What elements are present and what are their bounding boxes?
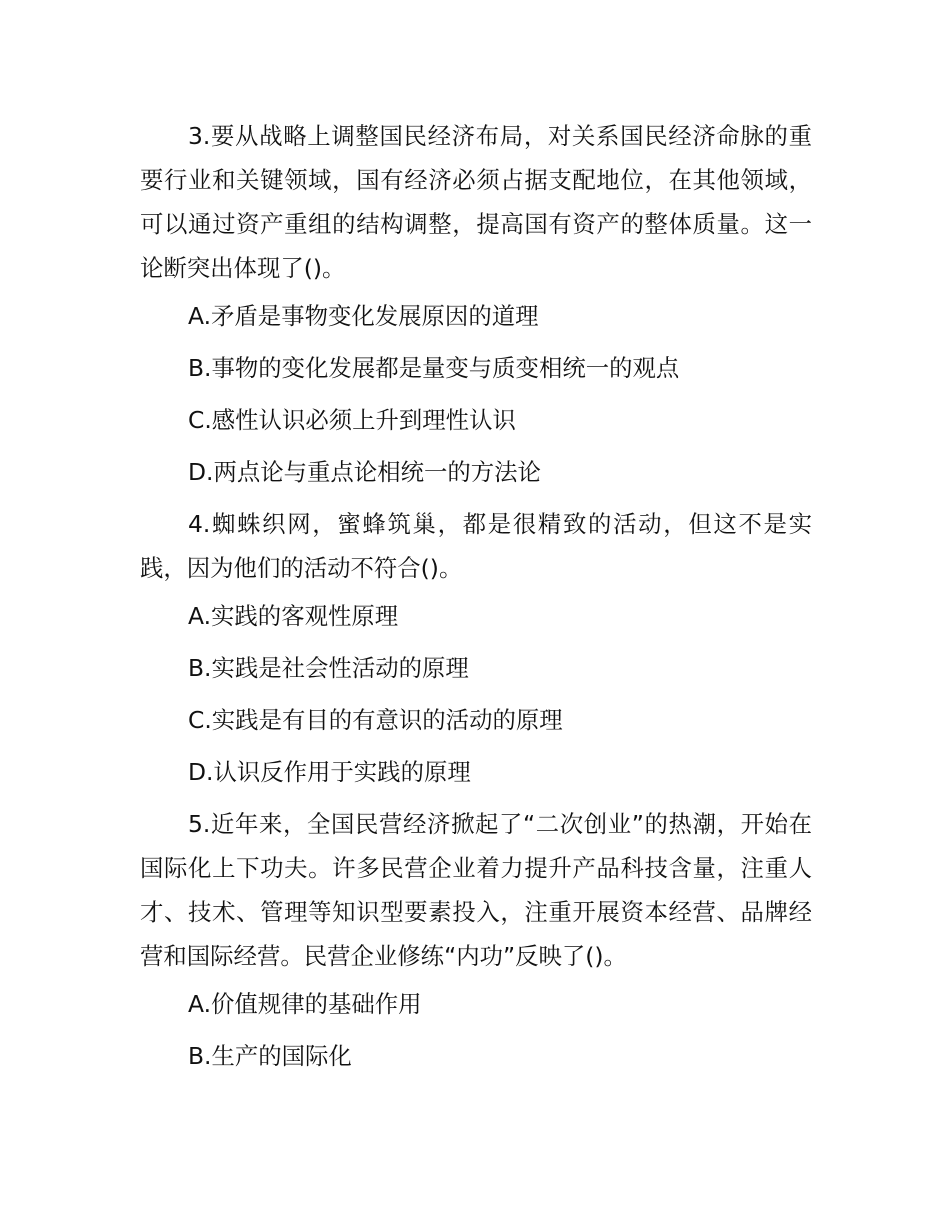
question-stem: 3.要从战略上调整国民经济布局，对关系国民经济命脉的重要行业和关键领域，国有经济必须占据支配地位，在其他领域，可以通过资产重组的结构调整，提高国有资产的整体质量。这一论断突出体现了()。 [140, 122, 812, 282]
option-a: A.价值规律的基础作用 [188, 990, 422, 1018]
document-body [140, 114, 812, 1082]
option-b: B.生产的国际化 [188, 1042, 352, 1070]
option-b: B.实践是社会性活动的原理 [188, 654, 469, 682]
question-stem: 5.近年来，全国民营经济掀起了“二次创业”的热潮，开始在国际化上下功夫。许多民营企业着力提升产品科技含量，注重人才、技术、管理等知识型要素投入，注重开展资本经营、品牌经营和国际经营。民营企业修练“内功”反映了()。 [140, 810, 812, 970]
question-5 [140, 802, 812, 1082]
option-a: A.实践的客观性原理 [188, 602, 399, 630]
option-c: C.感性认识必须上升到理性认识 [188, 406, 516, 434]
option-b: B.事物的变化发展都是量变与质变相统一的观点 [188, 354, 680, 382]
question-stem: 4.蜘蛛织网，蜜蜂筑巢，都是很精致的活动，但这不是实践，因为他们的活动不符合()。 [140, 510, 812, 582]
option-c: C.实践是有目的有意识的活动的原理 [188, 706, 563, 734]
option-a: A.矛盾是事物变化发展原因的道理 [188, 302, 539, 330]
question-3 [140, 114, 812, 498]
option-d: D.认识反作用于实践的原理 [188, 758, 471, 786]
question-4 [140, 502, 812, 798]
option-d: D.两点论与重点论相统一的方法论 [188, 458, 541, 486]
